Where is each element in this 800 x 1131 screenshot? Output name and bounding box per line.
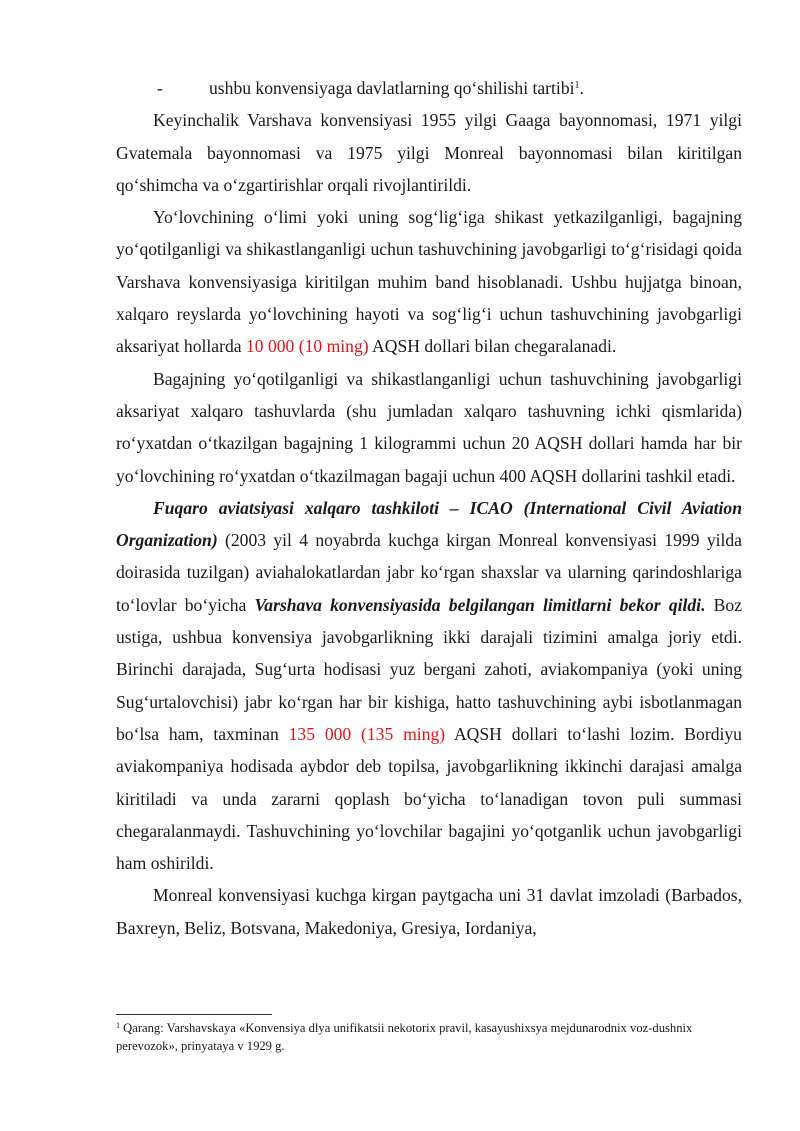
paragraph-4-text-c: AQSH dollari to‘lashi lozim. Bordiyu aviakompaniya hodisada aybdor deb topilsa, javobgarlikning ikkinchi darajasi amalga kiritiladi va unda zararni qoplash bo‘yicha to‘lanadigan tovon puli summasi chegaralanmaydi. Tashuvchining yo‘lovchilar bagajini yo‘qotganlik uchun javobgarligi ham oshirildi. — [116, 723, 742, 874]
paragraph-4-text-a: (2003 yil 4 noyabrda kuchga kirgan Monreal konvensiyasi 1999 yilda doirasida tuzilgan) aviahalokatlardan jabr ko‘rgan shaxslar va ularning qarindoshlariga to‘lovlar bo‘yicha — [116, 530, 742, 615]
paragraph-1: Keyinchalik Varshava konvensiyasi 1955 yilgi Gaaga bayonnomasi, 1971 yilgi Gvatemala bayonnomasi va 1975 yilgi Monreal bayonnomasi bilan kiritilgan qo‘shimcha va o‘zgartirishlar orqali rivojlantirildi. — [116, 110, 742, 195]
bullet-dash: - — [157, 78, 163, 98]
paragraph-4 — [116, 492, 742, 880]
bullet-text: ushbu konvensiyaga davlatlarning qo‘shilishi tartibi — [209, 78, 575, 98]
bullet-item — [116, 72, 742, 104]
paragraph-2-text-b: AQSH dollari bilan chegaralanadi. — [368, 336, 617, 357]
footnote — [116, 1020, 742, 1055]
limits-abolished-emphasis: Varshava konvensiyasida belgilangan limitlarni bekor qildi. — [254, 594, 706, 615]
paragraph-2 — [116, 201, 742, 362]
footnote-divider — [116, 1014, 272, 1015]
paragraph-3: Bagajning yo‘qotilganligi va shikastlanganligi uchun tashuvchining javobgarligi aksariyat xalqaro tashuvlarda (shu jumladan xalqaro tashuvning ichki qismlarida) ro‘yxatdan o‘tkazilgan bagajning 1 kilogrammi uchun 20 AQSH dollari hamda har bir yo‘lovchining ro‘yxatdan o‘tkazilmagan bagaji uchun 400 AQSH dollarini tashkil etadi. — [116, 368, 742, 486]
bullet-end: . — [579, 78, 584, 98]
liability-limit-highlight: 10 000 (10 ming) — [245, 336, 369, 357]
body-text — [116, 72, 742, 944]
paragraph-4-text-b: Boz ustiga, ushbua konvensiya javobgarlikning ikki darajali tizimini amalga joriy etdi. Birinchi darajada, Sug‘urta hodisasi yuz bergani zahoti, aviakompaniya (yoki uning Sug‘urtalovchisi) jabr ko‘rgan har bir kishiga, hatto tashuvchining aybi isbotlanmagan bo‘lsa ham, taxminan — [116, 594, 743, 744]
compensation-highlight: 135 000 (135 ming) — [288, 723, 446, 744]
footnote-number: 1 — [116, 1021, 120, 1030]
paragraph-2-text-a: Yo‘lovchining o‘limi yoki uning sog‘lig‘iga shikast yetkazilganligi, bagajning yo‘qotilganligi va shikastlanganligi uchun tashuvchining javobgarligi to‘g‘risidagi qoida Varshava konvensiyasiga kiritilgan muhim band hisoblanadi. Ushbu hujjatga binoan, xalqaro reyslarda yo‘lovchining hayoti va sog‘lig‘i uchun tashuvchining javobgarligi aksariyat hollarda — [116, 207, 742, 357]
icao-name: Fuqaro aviatsiyasi xalqaro tashkiloti – ICAO (International Civil Aviation Organization) — [116, 497, 742, 551]
footnote-ref[interactable]: 1 — [574, 80, 580, 91]
footnote-text: Qarang: Varshavskaya «Konvensiya dlya unifikatsii nekotorix pravil, kasayushixsya mejdunarodnix voz-dushnix perevozok», prinyataya v 1929 g. — [116, 1021, 693, 1053]
paragraph-5: Monreal konvensiyasi kuchga kirgan paytgacha uni 31 davlat imzoladi (Barbados, Baxreyn, Beliz, Botsvana, Makedoniya, Gresiya, Iordaniya, — [116, 885, 742, 938]
